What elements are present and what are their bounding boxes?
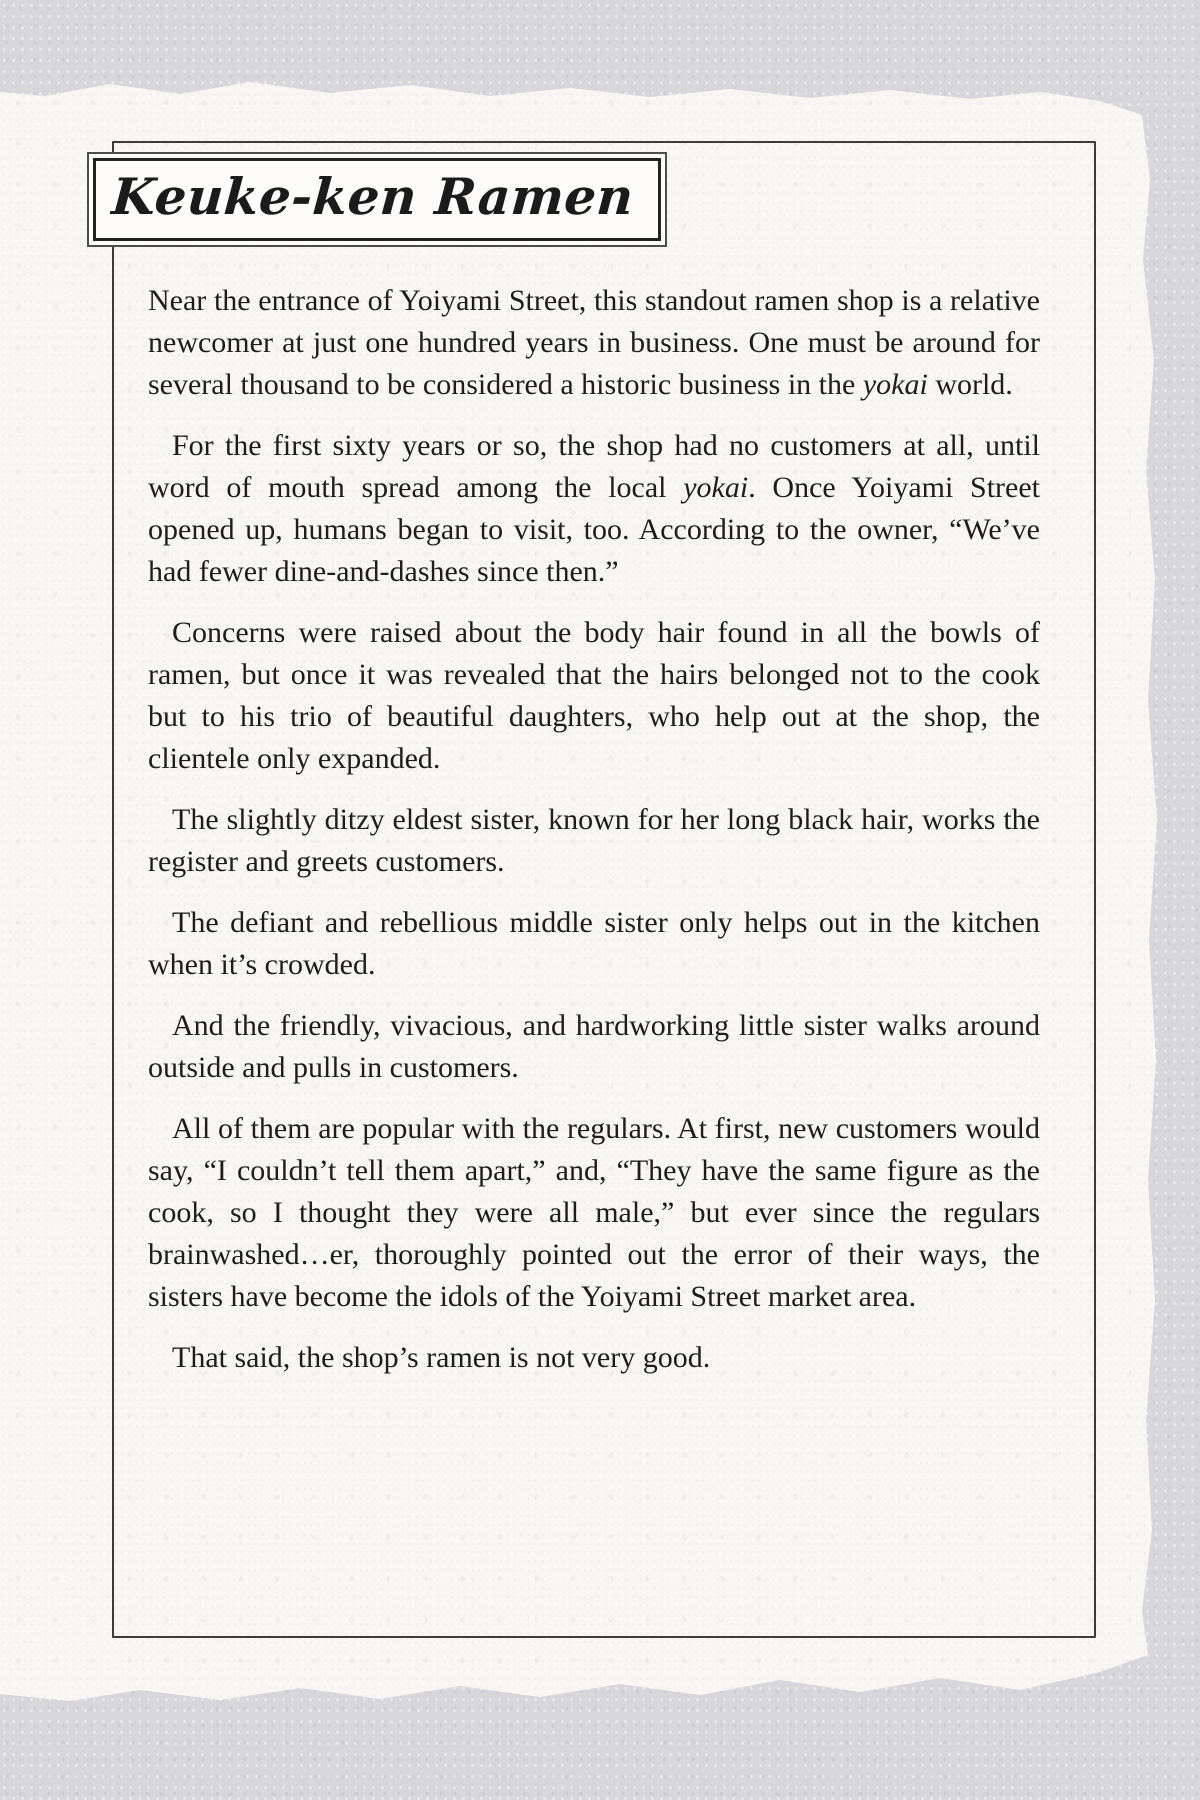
article	[148, 280, 1040, 1398]
text-segment: That said, the shop’s ramen is not very good.	[172, 1341, 711, 1374]
paragraph-3	[148, 612, 1040, 780]
text-segment: . Once Yoiyami Street opened up, humans began to visit, too. According to the owner, “We’ve had fewer dine-and-dashes since then.”	[148, 471, 1040, 588]
text-segment: The slightly ditzy eldest sister, known for her long black hair, works the register and greets customers.	[148, 803, 1040, 878]
italic-term: yokai	[683, 471, 749, 504]
text-segment: Near the entrance of Yoiyami Street, this standout ramen shop is a relative newcomer at just one hundred years in business. One must be around for several thousand to be considered a historic business in the	[148, 284, 1040, 401]
italic-term: yokai	[862, 368, 928, 401]
paragraph-6	[148, 1005, 1040, 1089]
text-segment: And the friendly, vivacious, and hardworking little sister walks around outside and pulls in customers.	[148, 1009, 1040, 1084]
text-segment: Concerns were raised about the body hair found in all the bowls of ramen, but once it was revealed that the hairs belonged not to the cook but to his trio of beautiful daughters, who help out at the shop, the clientele only expanded.	[148, 616, 1040, 775]
text-segment: All of them are popular with the regulars. At first, new customers would say, “I couldn’t tell them apart,” and, “They have the same figure as the cook, so I thought they were all male,” but ever since the regulars brainwashed…er, thoroughly pointed out the error of their ways, the sisters have become the idols of the Yoiyami Street market area.	[148, 1112, 1040, 1313]
text-segment: world.	[927, 368, 1013, 401]
paragraph-2	[148, 425, 1040, 593]
paragraph-7	[148, 1108, 1040, 1318]
text-segment: The defiant and rebellious middle sister only helps out in the kitchen when it’s crowded.	[148, 906, 1040, 981]
paragraph-1	[148, 280, 1040, 406]
paragraph-5	[148, 902, 1040, 986]
page-title: Keuke-ken Ramen	[109, 167, 636, 226]
title-box-inner-border	[93, 158, 661, 241]
paragraph-4	[148, 799, 1040, 883]
paragraph-8	[148, 1337, 1040, 1379]
title-box	[87, 152, 667, 247]
text-segment: For the first sixty years or so, the shop had no customers at all, until word of mouth spread among the local	[148, 429, 1040, 504]
